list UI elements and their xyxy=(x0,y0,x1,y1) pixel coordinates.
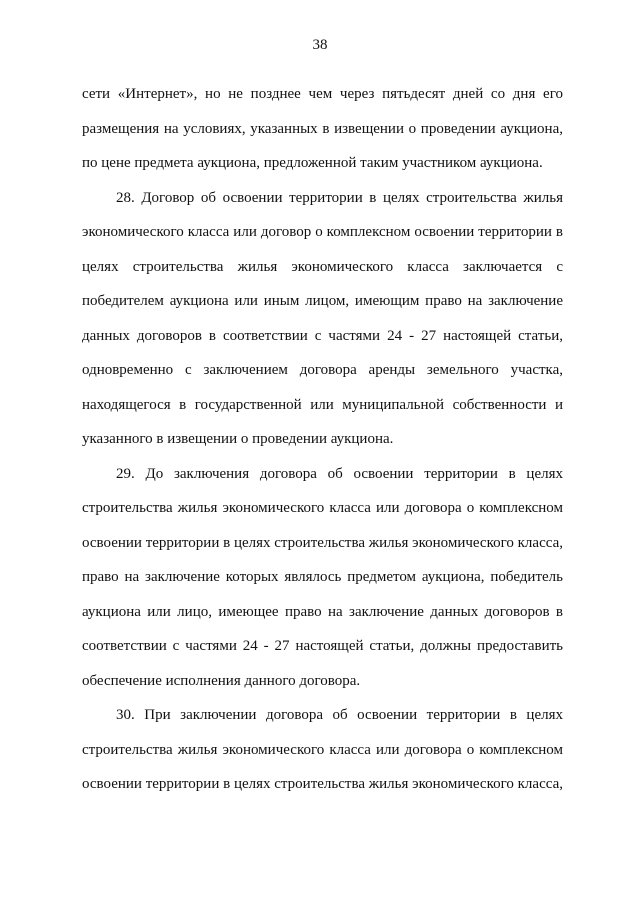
text-line: обеспечение исполнения данного договора. xyxy=(82,672,361,689)
text-line: сети «Интернет», но не позднее чем через пятьдесят дней со дня его xyxy=(82,86,563,102)
text-line: право на заключение которых являлось предметом аукциона, победитель xyxy=(82,569,563,585)
paragraph-29 xyxy=(82,457,563,699)
text-line: аукциона или лицо, имеющее право на заключение данных договоров в xyxy=(82,603,563,620)
text-line: по цене предмета аукциона, предложенной таким участником аукциона. xyxy=(82,155,543,171)
paragraph-28 xyxy=(82,181,563,457)
text-line: победителем аукциона или иным лицом, имеющим право на заключение xyxy=(82,293,563,309)
text-line: данных договоров в соответствии с частями 24 - 27 настоящей статьи, xyxy=(82,327,563,344)
text-line: 30. При заключении договора об освоении территории в целях xyxy=(116,707,563,723)
text-line: указанного в извещении о проведении аукциона. xyxy=(82,431,394,447)
text-line: соответствии с частями 24 - 27 настоящей статьи, должны предоставить xyxy=(82,638,563,654)
text-line: 29. До заключения договора об освоении территории в целях xyxy=(116,465,563,482)
text-line: строительства жилья экономического класса или договора о комплексном xyxy=(82,741,563,758)
page-number: 38 xyxy=(312,37,328,53)
text-line: целях строительства жилья экономического класса заключается с xyxy=(82,258,563,275)
text-line: экономического класса или договор о комплексном освоении территории в xyxy=(82,224,563,240)
text-line: находящегося в государственной или муниципальной собственности и xyxy=(82,396,563,413)
text-line: размещения на условиях, указанных в извещении о проведении аукциона, xyxy=(82,120,563,137)
text-line: строительства жилья экономического класса или договора о комплексном xyxy=(82,500,563,516)
paragraph-30 xyxy=(82,698,563,802)
document-body xyxy=(82,77,563,802)
text-line: одновременно с заключением договора аренды земельного участка, xyxy=(82,362,563,378)
paragraph-continued xyxy=(82,77,563,181)
text-line: 28. Договор об освоении территории в целях строительства жилья xyxy=(116,189,563,206)
text-line: освоении территории в целях строительства жилья экономического класса, xyxy=(82,534,563,551)
text-line: освоении территории в целях строительства жилья экономического класса, xyxy=(82,776,563,792)
